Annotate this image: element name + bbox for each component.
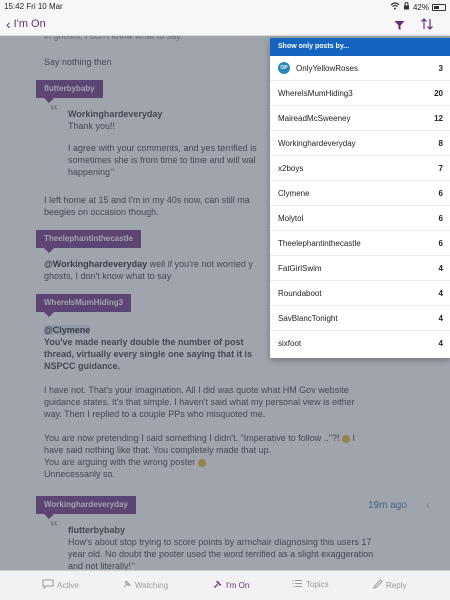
back-button-label: I'm On (13, 18, 46, 30)
poster-name: Molytol (278, 214, 304, 223)
poster-filter-item[interactable] (270, 331, 450, 356)
status-bar (0, 0, 450, 14)
pin-icon (213, 579, 223, 591)
tab-label: Topics (306, 580, 329, 589)
poster-filter-item[interactable] (270, 281, 450, 306)
status-date: Fri 10 Mar (26, 2, 63, 11)
poster-name: SavBlancTonight (278, 314, 338, 323)
post-count: 6 (438, 189, 443, 198)
poster-filter-item[interactable] (270, 131, 450, 156)
poster-name: Workinghardeveryday (278, 139, 356, 148)
sort-icon[interactable] (420, 18, 434, 33)
filter-icon[interactable] (394, 18, 405, 36)
poster-filter-item[interactable] (270, 106, 450, 131)
poster-filter-item[interactable] (270, 256, 450, 281)
tab-im-on[interactable] (213, 579, 249, 591)
poster-filter-item[interactable] (270, 206, 450, 231)
poster-name: OnlyYellowRoses (296, 64, 358, 73)
battery-icon (432, 4, 446, 11)
pin-outline-icon (122, 579, 132, 591)
op-avatar-badge: OP (278, 62, 290, 74)
poster-name: x2boys (278, 164, 304, 173)
list-icon (292, 579, 303, 590)
battery-percent: 42% (412, 2, 429, 12)
tab-watching[interactable] (122, 579, 168, 591)
poster-name: Roundaboot (278, 289, 322, 298)
dropdown-header: Show only posts by... (270, 38, 450, 56)
post-count: 7 (438, 164, 443, 173)
poster-filter-item[interactable] (270, 156, 450, 181)
lock-rotation-icon (403, 2, 410, 12)
poster-name: FatGirlSwim (278, 264, 322, 273)
tab-label: Watching (135, 580, 169, 590)
tab-label: I'm On (226, 580, 250, 590)
post-count: 3 (438, 64, 443, 73)
poster-name: WhereIsMumHiding3 (278, 89, 353, 98)
post-count: 6 (438, 214, 443, 223)
tab-label: Active (57, 580, 79, 590)
poster-name: Theelephantinthecastle (278, 239, 361, 248)
nav-bar (0, 14, 450, 36)
tab-bar (0, 570, 450, 600)
poster-name: Clymene (278, 189, 310, 198)
status-right (390, 2, 446, 12)
poster-filter-item[interactable] (270, 306, 450, 331)
poster-filter-item[interactable] (270, 231, 450, 256)
chevron-left-icon: ‹ (6, 16, 11, 32)
post-count: 4 (438, 339, 443, 348)
back-button[interactable] (6, 17, 46, 31)
post-count: 8 (438, 139, 443, 148)
status-time (4, 2, 63, 11)
pencil-icon (373, 579, 383, 591)
filter-by-poster-dropdown (270, 38, 450, 358)
poster-name: sixfoot (278, 339, 302, 348)
post-count: 6 (438, 239, 443, 248)
tab-label: Reply (386, 580, 407, 590)
tab-reply[interactable] (373, 579, 406, 591)
chat-bubble-icon (42, 579, 54, 591)
post-count: 12 (434, 114, 443, 123)
wifi-icon (390, 2, 400, 12)
post-count: 4 (438, 264, 443, 273)
post-count: 4 (438, 314, 443, 323)
poster-filter-item[interactable] (270, 181, 450, 206)
status-clock: 15:42 (4, 2, 25, 11)
post-count: 20 (434, 89, 443, 98)
tab-topics[interactable] (292, 579, 329, 590)
poster-name: MaireadMcSweeney (278, 114, 351, 123)
poster-filter-item[interactable] (270, 56, 450, 81)
post-count: 4 (438, 289, 443, 298)
poster-filter-item[interactable] (270, 81, 450, 106)
tab-active[interactable] (42, 579, 79, 591)
